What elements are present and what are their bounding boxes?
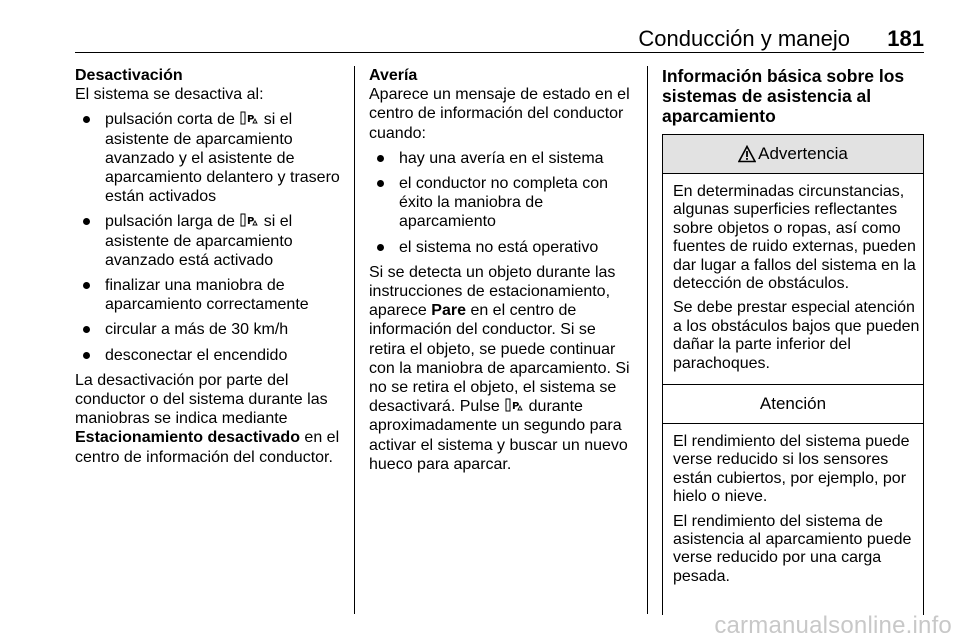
- paragraph: El sistema se desactiva al:: [75, 86, 264, 104]
- list-item-text-pre: pulsación larga de: [105, 213, 235, 231]
- text-run: durante aproximadamente un segundo para activar el sistema y buscar un nuevo hueco para aparcar.: [369, 398, 628, 473]
- list-item-text: el conductor no completa con éxito la maniobra de aparcamiento: [399, 175, 609, 231]
- list-item: [75, 276, 343, 314]
- bullet-list: [75, 110, 343, 364]
- paragraph: El rendimiento del sistema de asistencia al aparcamiento puede verse reducido por una carga pesada.: [673, 512, 912, 585]
- text-run: en el centro de información del conductor. Si se retira el objeto, se puede continuar con la maniobra de aparcamiento. Si no se retira el objeto, el sistema se desactivará. Pulse: [369, 302, 630, 416]
- attention-frame: [662, 384, 924, 615]
- column-basics: [662, 66, 924, 614]
- list-item: [369, 149, 633, 168]
- column-divider: [354, 66, 355, 614]
- list-item: [75, 320, 343, 339]
- page-header: [75, 24, 924, 53]
- section-heading: Desactivación: [75, 67, 183, 84]
- bullet-list: [369, 149, 633, 257]
- text-run: en el centro de información del conductor.: [75, 429, 340, 466]
- list-item: [369, 174, 633, 232]
- list-item: [75, 346, 343, 365]
- parking-assist-icon: [505, 398, 523, 412]
- warning-box: [662, 134, 924, 386]
- paragraph: Aparece un mensaje de estado en el centro de información del conductor cuando:: [369, 86, 630, 142]
- paragraph: El rendimiento del sistema puede verse reducido si los sensores están cubiertos, por ejemplo, por hielo o nieve.: [673, 433, 910, 506]
- list-item-text-post: si el asistente de aparcamiento avanzado está activado: [105, 213, 293, 269]
- list-item: [75, 212, 343, 270]
- attention-header: [663, 385, 923, 424]
- parking-assist-icon: [240, 111, 258, 125]
- page-number: 181: [887, 26, 924, 51]
- list-item-text-pre: pulsación corta de: [105, 111, 235, 129]
- status-message-label: Pare: [431, 302, 466, 320]
- column-fault: [369, 66, 633, 480]
- column-divider: [647, 66, 648, 614]
- warning-title: Advertencia: [758, 144, 848, 164]
- list-item-text: el sistema no está operativo: [399, 238, 599, 256]
- paragraph: En determinadas circunstancias, algunas superficies reflectantes sobre objetos o ropas, así como fuentes de ruido externas, pueden dar lugar a fallos del sistema en la detección de obstáculos.: [673, 183, 916, 293]
- list-item: [75, 110, 343, 206]
- bullet-icon: [83, 352, 90, 359]
- list-item-text: circular a más de 30 km/h: [105, 321, 289, 339]
- bullet-icon: [83, 282, 90, 289]
- list-item-text-post: si el asistente de aparcamiento avanzado y el asistente de aparcamiento delantero y trasero están activados: [105, 111, 340, 206]
- text-run: Si se detecta un objeto durante las instrucciones de estacionamiento, aparece: [369, 263, 616, 320]
- section-heading: Avería: [369, 67, 418, 84]
- column-deactivation: [75, 66, 343, 473]
- svg-text:P: P: [512, 401, 520, 413]
- svg-text:P: P: [247, 216, 255, 228]
- bullet-icon: [377, 155, 384, 162]
- list-item-text: desconectar el encendido: [105, 346, 288, 364]
- watermark: carmanualsonline.info: [714, 612, 952, 639]
- attention-body: [663, 424, 923, 598]
- warning-body: [663, 174, 923, 385]
- list-item: [369, 238, 633, 257]
- parking-assist-icon: [240, 213, 258, 227]
- list-item-text: finalizar una maniobra de aparcamiento correctamente: [105, 277, 309, 314]
- bullet-icon: [83, 218, 90, 225]
- bullet-icon: [377, 180, 384, 187]
- attention-title: Atención: [759, 394, 827, 414]
- attention-box: [662, 384, 924, 615]
- list-item-text: hay una avería en el sistema: [399, 149, 604, 167]
- bullet-icon: [83, 326, 90, 333]
- warning-header: [663, 135, 923, 174]
- section-heading: Información básica sobre los sistemas de asistencia al aparcamiento: [662, 66, 905, 126]
- svg-text:P: P: [247, 114, 255, 126]
- status-message-label: Estacionamiento desactivado: [75, 429, 300, 447]
- text-run: La desactivación por parte del conductor o del sistema durante las maniobras se indica mediante: [75, 371, 328, 428]
- paragraph: [369, 263, 633, 474]
- warning-triangle-icon: [738, 145, 756, 163]
- paragraph: [75, 371, 343, 467]
- bullet-icon: [83, 116, 90, 123]
- paragraph: Se debe prestar especial atención a los obstáculos bajos que pueden dañar la parte inferior del parachoques.: [673, 299, 920, 372]
- chapter-title: Conducción y manejo: [638, 26, 850, 51]
- bullet-icon: [377, 244, 384, 251]
